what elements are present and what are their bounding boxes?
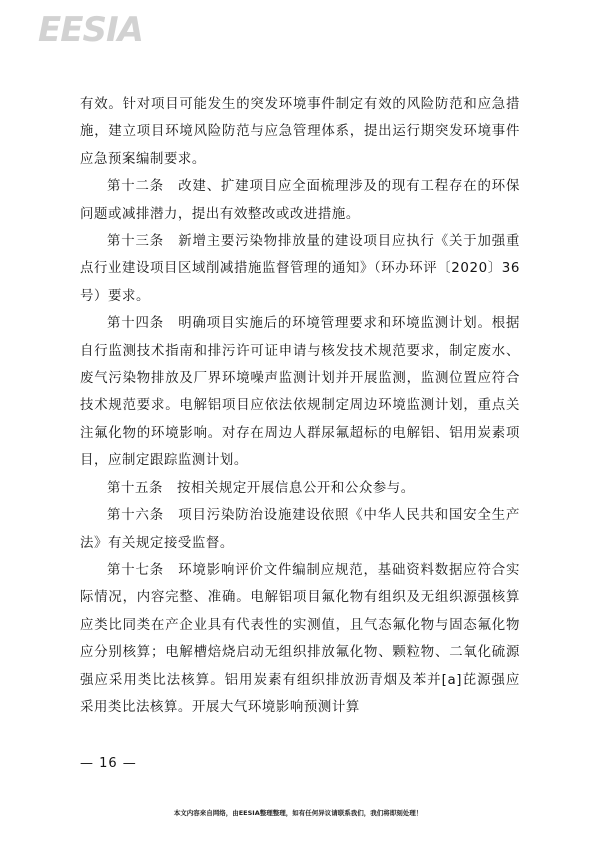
eesia-logo: EESIA: [38, 10, 143, 50]
page-number: — 16 —: [80, 756, 137, 771]
paragraph-article-15: 第十五条 按相关规定开展信息公开和公众参与。: [107, 480, 415, 496]
paragraph-article-12: 第十二条 改建、扩建项目应全面梳理涉及的现有工程存在的环保问题或减排潜力，提出有效整改或改进措施。: [80, 179, 520, 222]
paragraph-article-17: 第十七条 环境影响评价文件编制应规范，基础资料数据应符合实际情况，内容完整、准确。电解铝项目氟化物有组织及无组织源强核算应类比同类在产企业具有代表性的实测值，且气态氟化物与固态氟化物应分别核算；电解槽焙烧启动无组织排放氟化物、颗粒物、二氧化硫源强应采用类比法核算。铝用炭素有组织排放沥青烟及苯并[a]芘源强应采用类比法核算。开展大气环境影响预测计算: [80, 562, 520, 715]
paragraph-article-16: 第十六条 项目污染防治设施建设依照《中华人民共和国安全生产法》有关规定接受监督。: [80, 508, 520, 551]
document-body: [80, 91, 520, 721]
paragraph-article-14: 第十四条 明确项目实施后的环境管理要求和环境监测计划。根据自行监测技术指南和排污许可证申请与核发技术规范要求，制定废水、废气污染物排放及厂界环境噪声监测计划并开展监测，监测位置应符合技术规范要求。电解铝项目应依法依规制定周边环境监测计划，重点关注氟化物的环境影响。对存在周边人群尿氟超标的电解铝、铝用炭素项目，应制定跟踪监测计划。: [80, 316, 520, 469]
footer-disclaimer: 本文内容来自网络，由EESIA整理整理，如有任何异议请联系我们，我们将即刻处理！: [173, 809, 423, 817]
paragraph-continuation: 有效。针对项目可能发生的突发环境事件制定有效的风险防范和应急措施，建立项目环境风险防范与应急管理体系，提出运行期突发环境事件应急预案编制要求。: [80, 97, 520, 167]
paragraph-article-13: 第十三条 新增主要污染物排放量的建设项目应执行《关于加强重点行业建设项目区域削减措施监督管理的通知》（环办环评〔2020〕36号）要求。: [80, 234, 520, 304]
